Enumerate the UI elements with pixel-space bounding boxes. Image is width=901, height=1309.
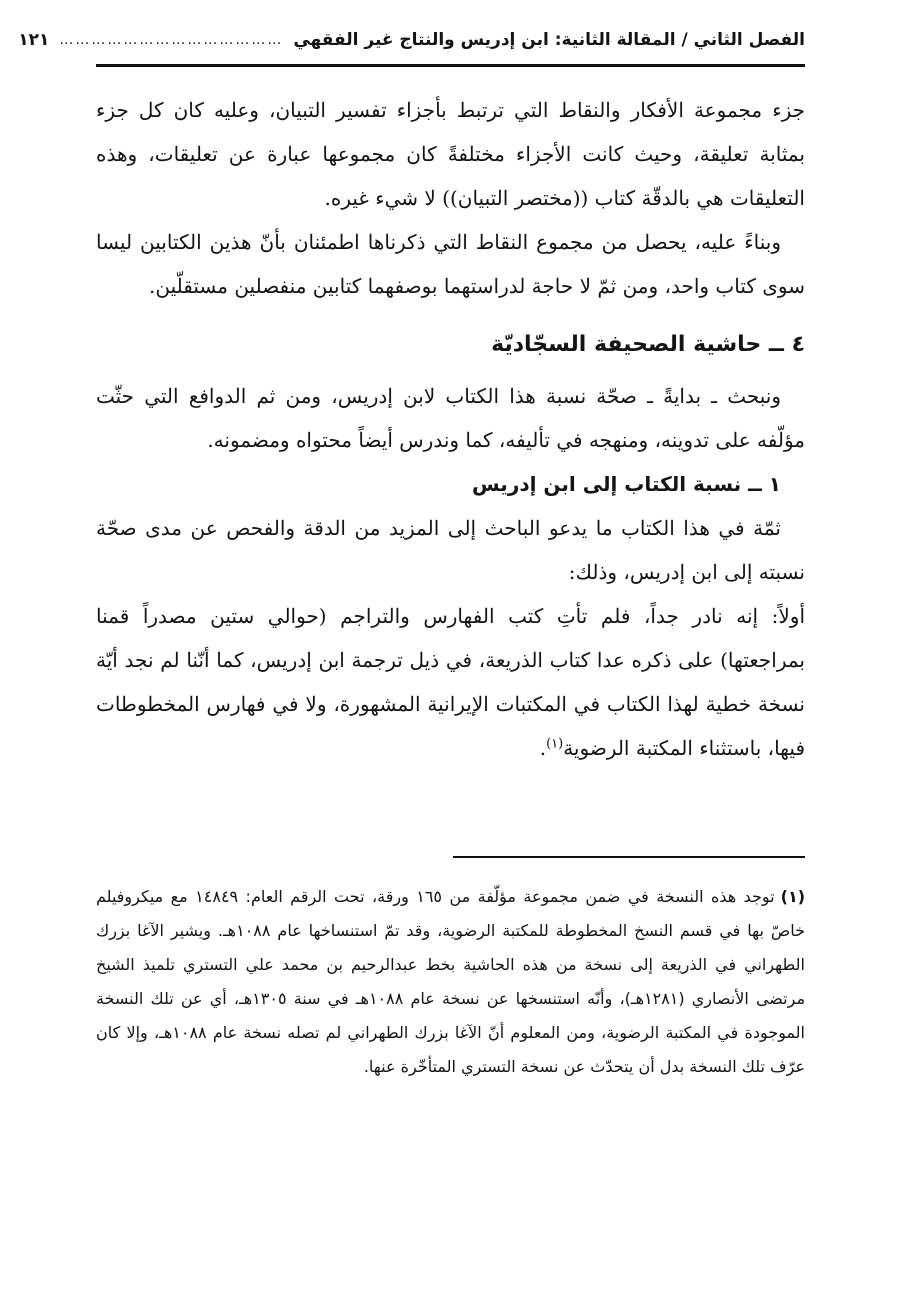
paragraph-2: وبناءً عليه، يحصل من مجموع النقاط التي ذكرناها اطمئنان بأنّ هذين الكتابين ليسا سوى كتاب واحد، ومن ثمّ لا حاجة لدراستهما بوصفهما كتابين منفصلين مستقلّين. (96, 230, 805, 298)
running-title: الفصل الثاني / المقالة الثانية: ابن إدريس والنتاج غير الفقهي (293, 30, 805, 50)
paragraph-4: ثمّة في هذا الكتاب ما يدعو الباحث إلى المزيد من الدقة والفحص عن مدى صحّة نسبته إلى ابن إدريس، وذلك: (96, 516, 805, 584)
subsection-heading: ١ ــ نسبة الكتاب إلى ابن إدريس (472, 472, 781, 496)
leader-dots: …………………………………… (59, 32, 284, 48)
running-header (18, 20, 805, 60)
section-heading: ٤ ــ حاشية الصحيفة السجّاديّة (491, 332, 805, 357)
main-text (96, 88, 805, 770)
paragraph-5-end: . (539, 736, 547, 760)
footnote-separator (453, 856, 805, 858)
paragraph-5 (96, 594, 805, 770)
footnote-reference[interactable]: (١) (546, 736, 564, 752)
paragraph-1: جزء مجموعة الأفكار والنقاط التي ترتبط بأجزاء تفسير التبيان، وعليه كان كل جزء بمثابة تعليقة، وحيث كانت الأجزاء مختلفةً كان مجموعها عبارة عن تعليقات، وهذه التعليقات هي بالدقّة كتاب ((مختصر التبيان)) لا شيء غيره. (96, 98, 805, 210)
header-rule (96, 64, 805, 67)
footnote (96, 880, 805, 1084)
paragraph-3: ونبحث ـ بدايةً ـ صحّة نسبة هذا الكتاب لابن إدريس، ومن ثم الدوافع التي حثّت مؤلّفه على تدوينه، ومنهجه في تأليفه، كما وندرس أيضاً محتواه ومضمونه. (96, 384, 805, 452)
page-number: ١٢١ (18, 30, 50, 50)
footnote-number: (١) (780, 887, 806, 906)
paragraph-5-text: أولاً: إنه نادر جداً، فلم تأتِ كتب الفهارس والتراجم (حوالي ستين مصدراً قمنا بمراجعتها) على ذكره عدا كتاب الذريعة، في ذيل ترجمة ابن إدريس، كما أنّنا لم نجد أيّة نسخة خطية لهذا الكتاب في المكتبات الإيرانية المشهورة، ولا في فهارس المخطوطات فيها، باستثناء المكتبة الرضوية (96, 604, 805, 760)
footnote-text: توجد هذه النسخة في ضمن مجموعة مؤلّفة من ١٦٥ ورقة، تحت الرقم العام: ١٤٨٤٩ مع ميكروفيلم خاصّ بها في قسم النسخ المخطوطة للمكتبة الرضوية، وقد تمّ استنساخها عام ١٠٨٨هـ. ويشير الآغا بزرك الطهراني في الذريعة إلى نسخة من هذه الحاشية بخط عبدالرحيم بن محمد علي التستري تلميذ الشيخ مرتضى الأنصاري (١٢٨١هـ)، وأنّه استنسخها عن نسخة عام ١٠٨٨هـ في سنة ١٣٠٥هـ، أي عن تلك النسخة الموجودة في المكتبة الرضوية، ومن المعلوم أنّ الآغا بزرك الطهراني لم تصله نسخة عام ١٠٨٨هـ، وإلا كان عرّف تلك النسخة بدل أن يتحدّث عن نسخة التستري المتأخّرة عنها. (96, 887, 806, 1076)
